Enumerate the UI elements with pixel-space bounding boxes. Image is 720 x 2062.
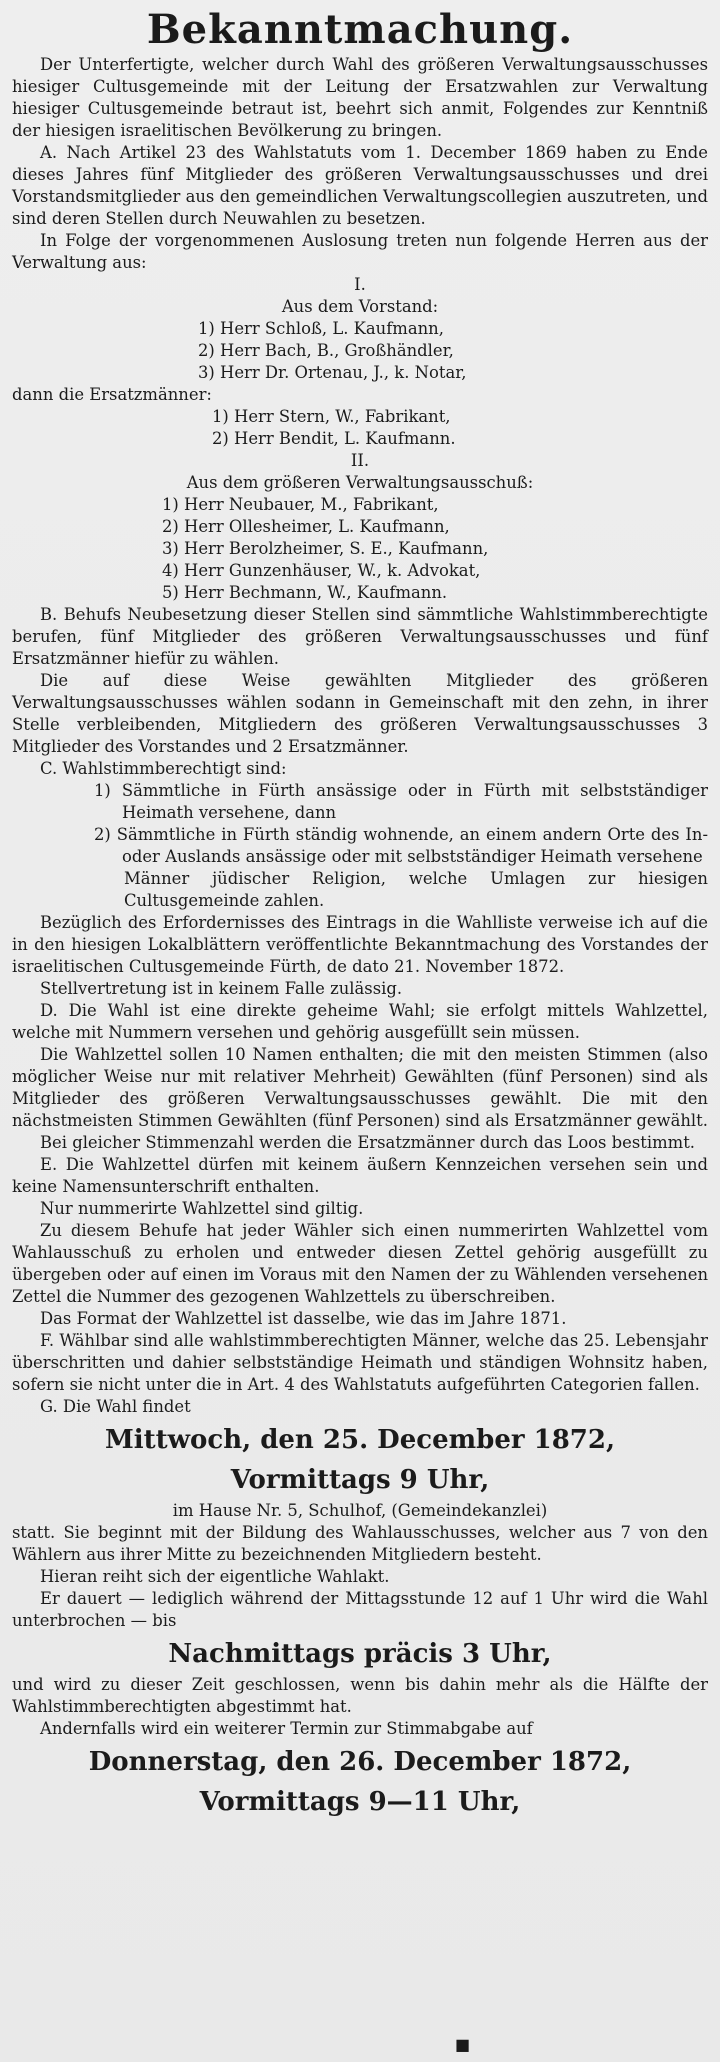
hieran-paragraph: Hieran reiht sich der eigentliche Wahlakt. [40, 1567, 390, 1586]
geschlossen-paragraph: und wird zu dieser Zeit geschlossen, wenn bis dahin mehr als die Hälfte der Wahlstimmberechtigten abgestimmt hat. [12, 1675, 708, 1716]
page-title: Bekanntmachung. [146, 6, 574, 53]
announcement-body [12, 54, 708, 1820]
section-e2-paragraph: Nur nummerirte Wahlzettel sind giltig. [40, 1199, 364, 1218]
stellvertretung-paragraph: Stellvertretung ist in keinem Falle zulässig. [40, 979, 403, 998]
list-item: 1) Herr Schloß, L. Kaufmann, [198, 319, 444, 338]
ausschuss-list [12, 494, 708, 604]
section-b-paragraph: B. Behufs Neubesetzung dieser Stellen sind sämmtliche Wahlstimmberechtigte berufen, fünf Mitglieder des größeren Verwaltungsausschusses und fünf Ersatzmänner hiefür zu wählen. [12, 605, 708, 668]
closing-time: Nachmittags präcis 3 Uhr, [168, 1639, 552, 1669]
list-item: 3) Herr Berolzheimer, S. E., Kaufmann, [162, 539, 489, 558]
alternate-time: Vormittags 9—11 Uhr, [199, 1787, 521, 1817]
list-item: 2) Herr Bach, B., Großhändler, [198, 341, 454, 360]
dauert-paragraph: Er dauert — lediglich während der Mittagsstunde 12 auf 1 Uhr wird die Wahl unterbrochen — bis [12, 1589, 708, 1630]
section-d2-paragraph: Die Wahlzettel sollen 10 Namen enthalten; die mit den meisten Stimmen (also möglicher Weise nur mit relativer Mehrheit) Gewählten (fünf Personen) sind als Mitglieder des größeren Verwaltungsausschusses gewählt. Die mit den nächstmeisten Stimmen Gewählten (fünf Personen) sind als Ersatzmänner gewählt. [12, 1045, 708, 1130]
section-g-paragraph: G. Die Wahl findet [40, 1397, 191, 1416]
section-f-paragraph: F. Wählbar sind alle wahlstimmberechtigten Männer, welche das 25. Lebensjahr überschritten und dahier selbstständige Heimath und ständigen Wohnsitz haben, sofern sie nicht unter die in Art. 4 des Wahlstatuts aufgeführten Categorien fallen. [12, 1331, 708, 1394]
end-mark: ■ [455, 2035, 471, 2054]
folge-paragraph: In Folge der vorgenommenen Auslosung treten nun folgende Herren aus der Verwaltung aus: [12, 231, 708, 272]
election-time: Vormittags 9 Uhr, [230, 1465, 490, 1495]
list-item: 4) Herr Gunzenhäuser, W., k. Advokat, [162, 561, 481, 580]
intro-paragraph: Der Unterfertigte, welcher durch Wahl des größeren Verwaltungsausschusses hiesiger Cultusgemeinde mit der Leitung der Ersatzwahlen zur Verwaltung hiesiger Cultusgemeinde betraut ist, beehrt sich anmit, Folgendes zur Kenntniß der hiesigen israelitischen Bevölkerung zu bringen. [12, 55, 708, 140]
section-a-paragraph: A. Nach Artikel 23 des Wahlstatuts vom 1. December 1869 haben zu Ende dieses Jahres fünf Mitglieder des größeren Verwaltungsausschusses und drei Vorstandsmitglieder aus den gemeindlichen Verwaltungscollegien auszutreten, und sind deren Stellen durch Neuwahlen zu besetzen. [12, 143, 708, 228]
list-item: 2) Herr Ollesheimer, L. Kaufmann, [162, 517, 450, 536]
section-d-paragraph: D. Die Wahl ist eine direkte geheime Wahl; sie erfolgt mittels Wahlzettel, welche mit Nummern versehen und gehörig ausgefüllt sein müssen. [12, 1001, 708, 1042]
list-item: 2) Herr Bendit, L. Kaufmann. [212, 429, 456, 448]
section-d3-paragraph: Bei gleicher Stimmenzahl werden die Ersatzmänner durch das Loos bestimmt. [40, 1133, 695, 1152]
erfordernis-paragraph: Bezüglich des Erfordernisses des Eintrags in die Wahlliste verweise ich auf die in den hiesigen Lokalblättern veröffentlichte Bekanntmachung des Vorstandes der israelitischen Cultusgemeinde Fürth, de dato 21. November 1872. [12, 913, 708, 976]
alternate-date: Donnerstag, den 26. December 1872, [88, 1747, 632, 1777]
section-e-paragraph: E. Die Wahlzettel dürfen mit keinem äußern Kennzeichen versehen sein und keine Namensunterschrift enthalten. [12, 1155, 708, 1196]
section-e4-paragraph: Das Format der Wahlzettel ist dasselbe, wie das im Jahre 1871. [40, 1309, 567, 1328]
section-2-numeral: II. [350, 451, 370, 470]
list-item: 1) Herr Neubauer, M., Fabrikant, [162, 495, 439, 514]
election-date: Mittwoch, den 25. December 1872, [104, 1425, 616, 1455]
section-c-tail: Männer jüdischer Religion, welche Umlagen zur hiesigen Cultusgemeinde zahlen. [124, 869, 708, 910]
vorstand-list [12, 318, 708, 384]
andernfalls-paragraph: Andernfalls wird ein weiterer Termin zur Stimmabgabe auf [40, 1719, 533, 1738]
section-1-heading: Aus dem Vorstand: [281, 297, 439, 316]
list-item: 1) Herr Stern, W., Fabrikant, [212, 407, 451, 426]
ersatz-heading: dann die Ersatzmänner: [12, 385, 212, 404]
section-b2-paragraph: Die auf diese Weise gewählten Mitglieder des größeren Verwaltungsausschusses wählen sodann in Gemeinschaft mit den zehn, in ihrer Stelle verbleibenden, Mitgliedern des größeren Verwaltungsausschusses 3 Mitglieder des Vorstandes und 2 Ersatzmänner. [12, 671, 708, 756]
section-c-heading: C. Wahlstimmberechtigt sind: [40, 759, 287, 778]
election-place: im Hause Nr. 5, Schulhof, (Gemeindekanzlei) [172, 1501, 548, 1520]
section-2-heading: Aus dem größeren Verwaltungsausschuß: [186, 473, 534, 492]
section-e3-paragraph: Zu diesem Behufe hat jeder Wähler sich einen nummerirten Wahlzettel vom Wahlausschuß zu erholen und entweder diesen Zettel gehörig ausgefüllt zu übergeben oder auf einen im Voraus mit den Namen der zu Wählenden versehenen Zettel die Nummer des gezogenen Wahlzettels zu überschreiben. [12, 1221, 708, 1306]
ersatz-list [12, 406, 708, 450]
section-1-numeral: I. [354, 275, 366, 294]
statt-paragraph: statt. Sie beginnt mit der Bildung des Wahlausschusses, welcher aus 7 von den Wählern aus ihrer Mitte zu bezeichnenden Mitgliedern besteht. [12, 1523, 708, 1564]
section-c-item-1: 1) Sämmtliche in Fürth ansässige oder in Fürth mit selbstständiger Heimath versehene, dann [94, 781, 708, 822]
list-item: 3) Herr Dr. Ortenau, J., k. Notar, [198, 363, 467, 382]
list-item: 5) Herr Bechmann, W., Kaufmann. [162, 583, 448, 602]
section-c-item-2: 2) Sämmtliche in Fürth ständig wohnende, an einem andern Orte des In- oder Auslands ansässige oder mit selbstständiger Heimath versehene [94, 825, 708, 866]
